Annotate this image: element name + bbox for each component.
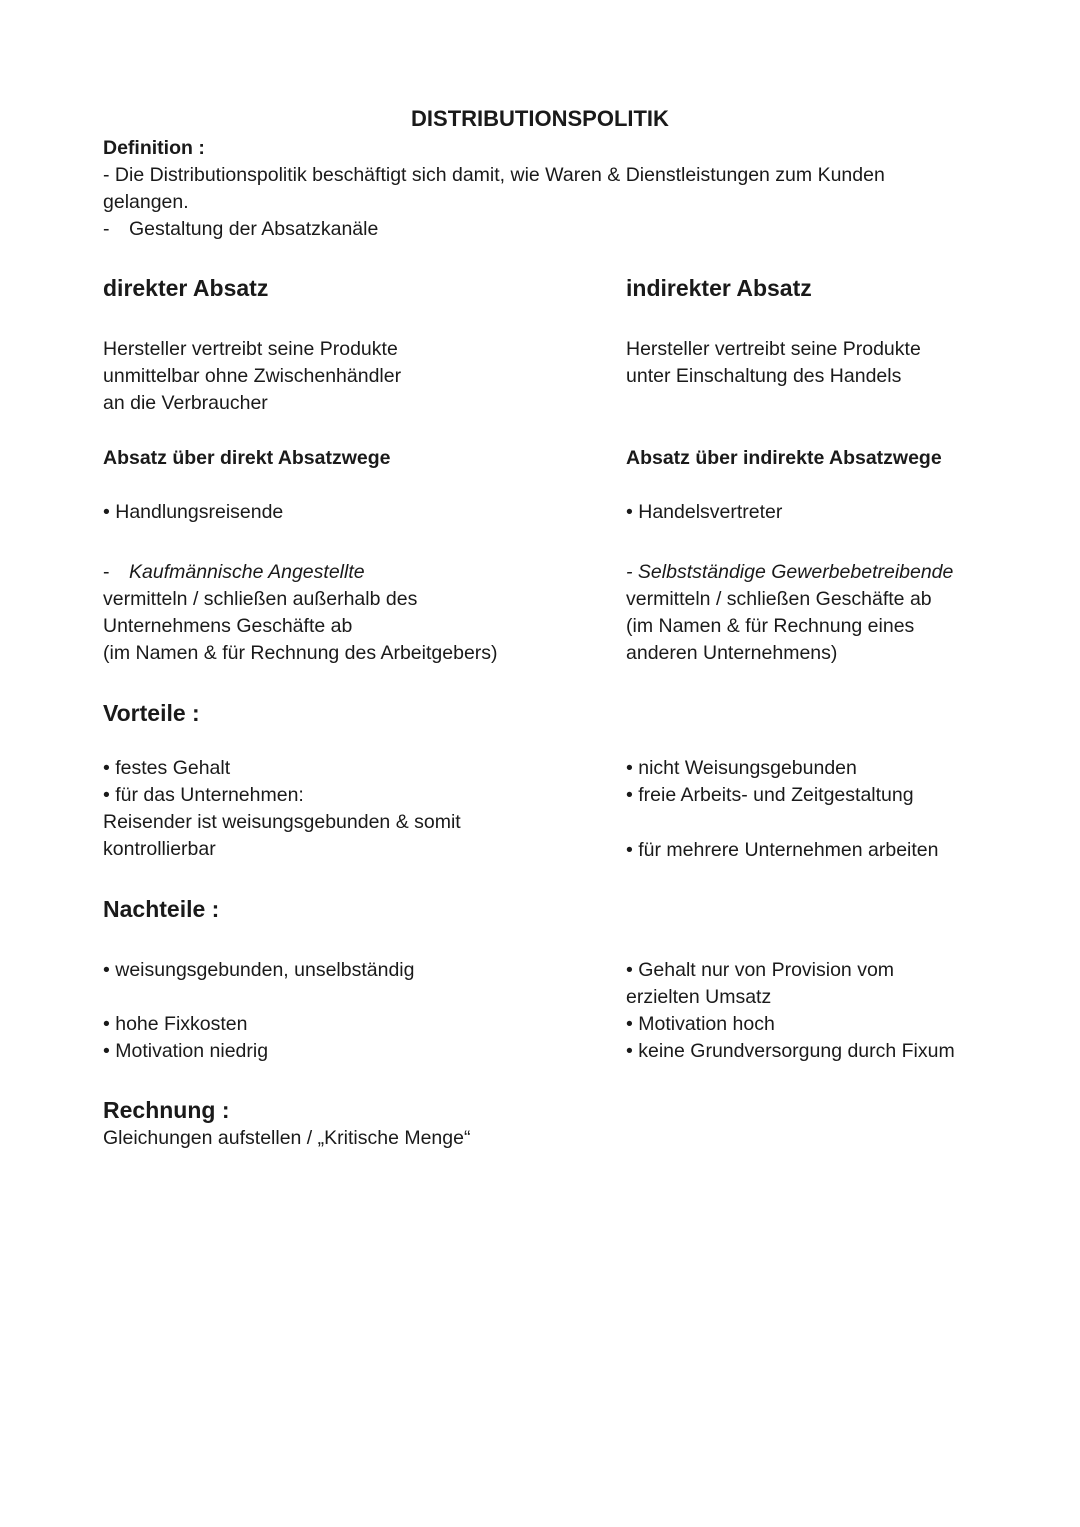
direct-disadvantage-line: • hohe Fixkosten: [103, 1013, 248, 1035]
direct-bullet: • Handlungsreisende: [103, 501, 284, 523]
direct-role-title: Kaufmännische Angestellte: [129, 561, 365, 583]
indirect-disadvantage-line: • Motivation hoch: [626, 1013, 775, 1035]
indirect-advantage-line: • freie Arbeits- und Zeitgestaltung: [626, 784, 914, 806]
indirect-role-desc-line: vermitteln / schließen Geschäfte ab: [626, 588, 932, 610]
direct-advantage-line: • festes Gehalt: [103, 757, 231, 779]
indirect-advantage-line: • für mehrere Unternehmen arbeiten: [626, 839, 939, 861]
indirect-role-desc-line: (im Namen & für Rechnung eines: [626, 615, 915, 637]
dash-marker: -: [103, 218, 110, 240]
indirect-desc-line: unter Einschaltung des Handels: [626, 365, 902, 387]
rechnung-heading: Rechnung :: [103, 1097, 230, 1123]
indirect-desc-line: Hersteller vertreibt seine Produkte: [626, 338, 921, 360]
indirect-disadvantage-line: • keine Grundversorgung durch Fixum: [626, 1040, 955, 1062]
definition-bullet: [103, 216, 885, 243]
direct-role: [103, 559, 498, 667]
indirect-advantages: [626, 755, 914, 809]
direct-disadvantage-line: • weisungsgebunden, unselbständig: [103, 959, 415, 981]
direct-desc-line: unmittelbar ohne Zwischenhändler: [103, 365, 402, 387]
indirect-disadvantage-line: • Gehalt nur von Provision vom: [626, 959, 895, 981]
definition-label: Definition :: [103, 137, 205, 159]
direct-desc-line: Hersteller vertreibt seine Produkte: [103, 338, 398, 360]
vorteile-heading: Vorteile :: [103, 700, 200, 726]
definition-bullet-text: Gestaltung der Absatzkanäle: [129, 218, 379, 240]
direct-subheading: Absatz über direkt Absatzwege: [103, 447, 391, 469]
direct-role-desc-line: Unternehmens Geschäfte ab: [103, 615, 353, 637]
direct-heading: direkter Absatz: [103, 275, 269, 301]
definition-text: [103, 162, 885, 243]
indirect-bullet: • Handelsvertreter: [626, 501, 783, 523]
direct-advantage-line: Reisender ist weisungsgebunden & somit: [103, 811, 461, 833]
indirect-advantage-line: • nicht Weisungsgebunden: [626, 757, 857, 779]
indirect-disadvantage-line: erzielten Umsatz: [626, 986, 772, 1008]
direct-advantages: [103, 755, 461, 863]
indirect-role: [626, 559, 953, 667]
indirect-disadvantages: [626, 957, 955, 1065]
definition-line-2: gelangen.: [103, 191, 189, 213]
direct-role-title-line: [103, 559, 498, 586]
indirect-role-desc-line: anderen Unternehmens): [626, 642, 838, 664]
indirect-subheading: Absatz über indirekte Absatzwege: [626, 447, 942, 469]
direct-advantage-line: kontrollierbar: [103, 838, 216, 860]
dash-marker: -: [103, 561, 110, 583]
direct-description: [103, 336, 401, 417]
nachteile-heading: Nachteile :: [103, 896, 220, 922]
rechnung-text: Gleichungen aufstellen / „Kritische Menge“: [103, 1127, 471, 1149]
indirect-description: [626, 336, 921, 390]
definition-line-1: - Die Distributionspolitik beschäftigt sich damit, wie Waren & Dienstleistungen zum Kunden: [103, 164, 885, 186]
direct-disadvantages: [103, 1011, 268, 1065]
direct-role-desc-line: (im Namen & für Rechnung des Arbeitgebers): [103, 642, 498, 664]
direct-disadvantage-line: • Motivation niedrig: [103, 1040, 269, 1062]
indirect-heading: indirekter Absatz: [626, 275, 812, 301]
page-title: DISTRIBUTIONSPOLITIK: [411, 106, 669, 131]
indirect-role-title: - Selbstständige Gewerbebetreibende: [626, 561, 954, 583]
direct-advantage-line: • für das Unternehmen:: [103, 784, 304, 806]
direct-role-desc-line: vermitteln / schließen außerhalb des: [103, 588, 418, 610]
direct-desc-line: an die Verbraucher: [103, 392, 268, 414]
